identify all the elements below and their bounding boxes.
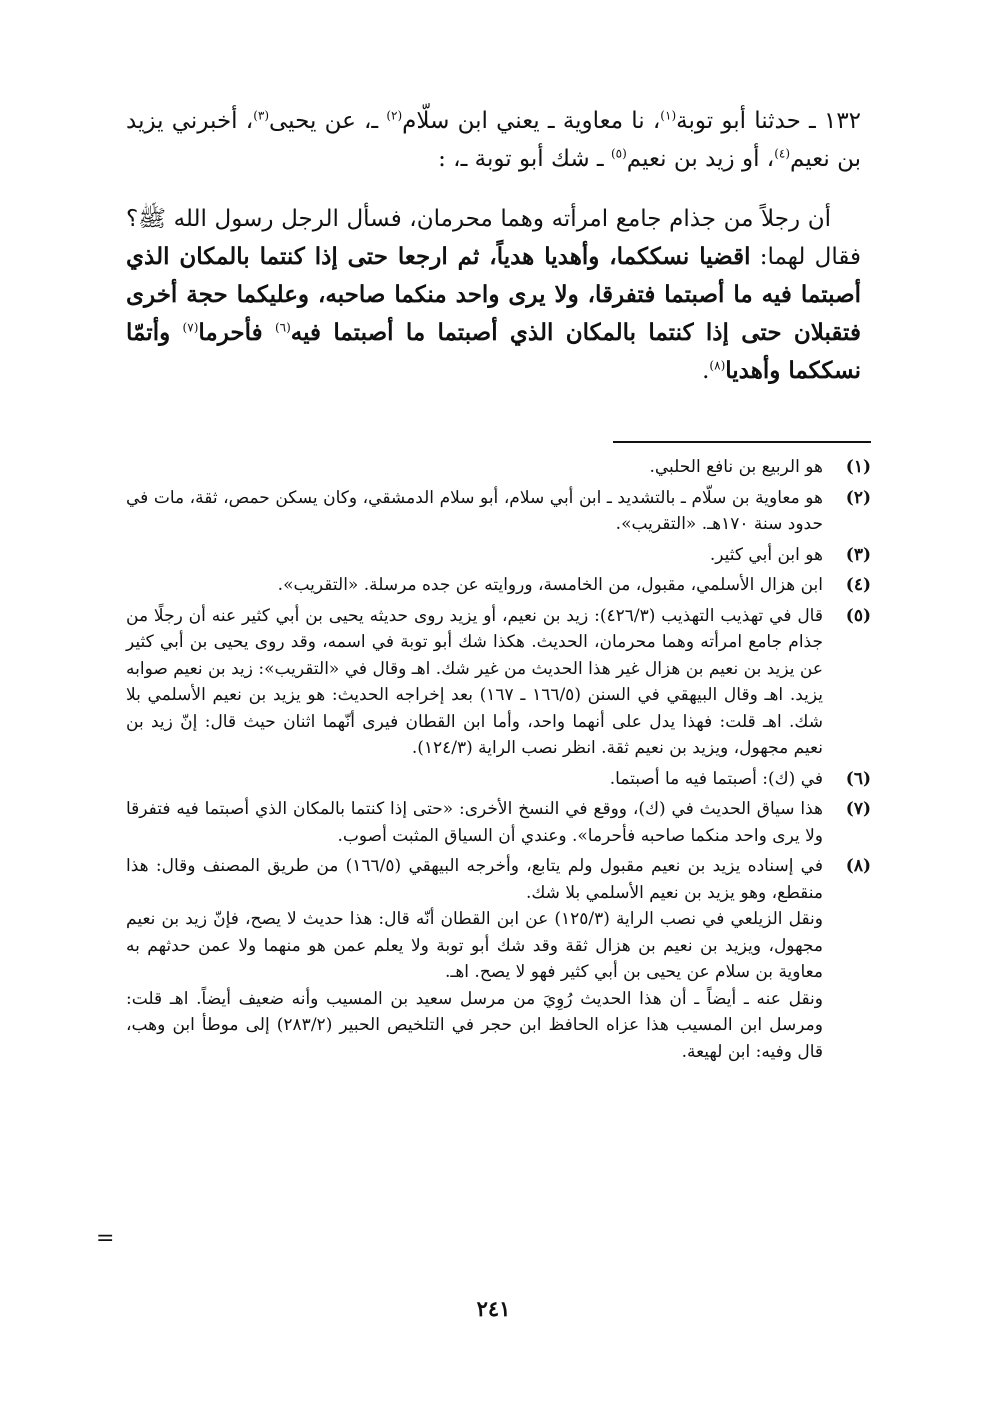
footnote-item — [126, 766, 871, 793]
footnote-item — [126, 542, 871, 569]
isnad-paragraph — [126, 102, 861, 178]
footnote-text: ونقل الزيلعي في نصب الراية (١٢٥/٣) عن ابن القطان أنّه قال: هذا حديث لا يصح، فإنّ زيد بن نعيم مجهول، ويزيد بن نعيم بن هزال ثقة وقد شك أبو توبة ولا يعلم عمن هو منهما ولا عمن حدثهم به معاوية بن سلام عن يحيى بن أبي كثير فهو لا يصح. اهـ. — [126, 909, 823, 982]
footnote-item — [126, 603, 871, 762]
footnote-number: (٦) — [845, 768, 871, 789]
footnote-body — [126, 454, 823, 481]
footnote-ref-8[interactable]: (٨) — [709, 358, 726, 373]
hadith-bold-text-1: اقضيا نسككما، وأهديا هدياً، ثم ارجعا حتى إذا كنتما بالمكان الذي أصبتما فيه ما أصبتما فتفرقا، ولا يرى واحد منكما صاحبه، وعليكما حجة أخرى فتقبلان حتى إذا كنتما بالمكان الذي أصبتما ما أصبتما فيه — [126, 243, 861, 346]
footnote-ref-2[interactable]: (٢) — [386, 108, 403, 123]
footnote-number: (١) — [845, 457, 871, 477]
footnote-number: (٥) — [845, 605, 871, 626]
footnote-body — [126, 542, 823, 569]
footnote-number: (٤) — [845, 575, 871, 595]
footnote-number: (٣) — [845, 544, 871, 565]
footnote-body — [126, 796, 823, 849]
footnote-text: هو ابن أبي كثير. — [709, 544, 823, 565]
isnad-text-3: ـ، عن يحيى — [269, 108, 387, 134]
footnote-body — [126, 572, 823, 599]
footnote-separator — [613, 441, 871, 443]
footnote-ref-4[interactable]: (٤) — [774, 146, 791, 161]
footnote-text: هذا سياق الحديث في (ك)، ووقع في النسخ الأخرى: «حتى إذا كنتما بالمكان الذي أصبتما فيه فتفرقا ولا يرى واحد منكما صاحبه فأحرما». وعندي أن السياق المثبت أصوب. — [126, 799, 823, 846]
hadith-paragraph — [126, 200, 861, 390]
footnote-item — [126, 454, 871, 481]
footnote-ref-5[interactable]: (٥) — [610, 146, 627, 161]
footnote-body — [126, 485, 823, 538]
footnote-text: في (ك): أصبتما فيه ما أصبتما. — [609, 768, 823, 789]
footnote-number: (٨) — [845, 856, 871, 876]
isnad-text-6: ـ شك أبو توبة ـ، : — [438, 146, 611, 172]
continuation-mark: = — [96, 1226, 115, 1251]
footnote-item — [126, 796, 871, 849]
hadith-end-mark: . — [702, 358, 710, 384]
footnote-text: هو معاوية بن سلّام ـ بالتشديد ـ ابن أبي سلام، أبو سلام الدمشقي، وكان يسكن حمص، ثقة، مات في حدود سنة ١٧٠هـ. «التقريب». — [126, 487, 823, 534]
footnote-item — [126, 485, 871, 538]
isnad-text-5: ، أو زيد بن نعيم — [626, 146, 775, 172]
footnote-ref-7[interactable]: (٧) — [182, 320, 199, 335]
hadith-bold-text-2: فأحرما — [198, 319, 275, 346]
page-number: ٢٤١ — [476, 1296, 511, 1321]
footnote-number: (٢) — [845, 487, 871, 508]
footnote-ref-3[interactable]: (٣) — [253, 108, 270, 123]
isnad-text-1: ١٣٢ ـ حدثنا أبو توبة — [676, 108, 862, 134]
footnote-item — [126, 853, 871, 1065]
footnote-text: قال في تهذيب التهذيب (٤٢٦/٣): زيد بن نعيم، أو يزيد روى حديثه يحيى بن أبي كثير عنه أن رجلًا من جذام جامع امرأته وهما محرمان، الحديث. هكذا شك أبو توبة في اسمه، وقد روى يحيى بن أبي كثير عن يزيد بن نعيم بن هزال غير هذا الحديث من غير شك. اهـ وقال في «التقريب»: زيد بن نعيم صوابه يزيد. اهـ وقال البيهقي في السنن (١٦٦/٥ ـ ١٦٧) بعد إخراجه الحديث: هو يزيد بن نعيم الأسلمي بلا شك. اهـ قلت: فهذا يدل على أنهما واحد، وأما ابن القطان فيرى أنّهما اثنان حيث قال: إنّ زيد بن نعيم مجهول، ويزيد بن نعيم ثقة. انظر نصب الراية (١٢٤/٣). — [126, 605, 823, 758]
isnad-text-2: ، نا معاوية ـ يعني ابن سلّام — [402, 108, 661, 134]
footnotes-section — [126, 454, 871, 1069]
footnote-text: هو الربيع بن نافع الحلبي. — [649, 457, 823, 477]
footnote-text: ونقل عنه ـ أيضاً ـ أن هذا الحديث رُوِيَ من مرسل سعيد بن المسيب وأنه ضعيف أيضاً. اهـ قلت: ومرسل ابن المسيب هذا عزاه الحافظ ابن حجر في التلخيص الحبير (٢٨٣/٢) إلى موطأ ابن وهب، قال وفيه: ابن لهيعة. — [126, 988, 823, 1062]
main-text — [126, 102, 861, 390]
footnote-item — [126, 572, 871, 599]
isnad-text-4: ، أخبرني يزيد بن نعيم — [126, 108, 861, 172]
footnote-number: (٧) — [845, 799, 871, 819]
footnote-text: ابن هزال الأسلمي، مقبول، من الخامسة، وروايته عن جده مرسلة. «التقريب». — [277, 575, 823, 595]
footnote-body — [126, 853, 823, 1065]
footnote-body — [126, 603, 823, 762]
footnote-body — [126, 766, 823, 793]
footnote-text: في إسناده يزيد بن نعيم مقبول ولم يتابع، وأخرجه البيهقي (١٦٦/٥) من طريق المصنف وقال: هذا منقطع، وهو يزيد بن نعيم الأسلمي بلا شك. — [126, 856, 823, 903]
hadith-bold-text-3: وأتمّا نسككما وأهديا — [126, 319, 861, 384]
footnote-ref-6[interactable]: (٦) — [274, 320, 291, 335]
footnote-ref-1[interactable]: (١) — [660, 108, 677, 123]
hadith-intro-text: أن رجلاً من جذام جامع امرأته وهما محرمان، فسأل الرجل رسول الله ﷺ؟ فقال لهما: — [126, 206, 861, 270]
